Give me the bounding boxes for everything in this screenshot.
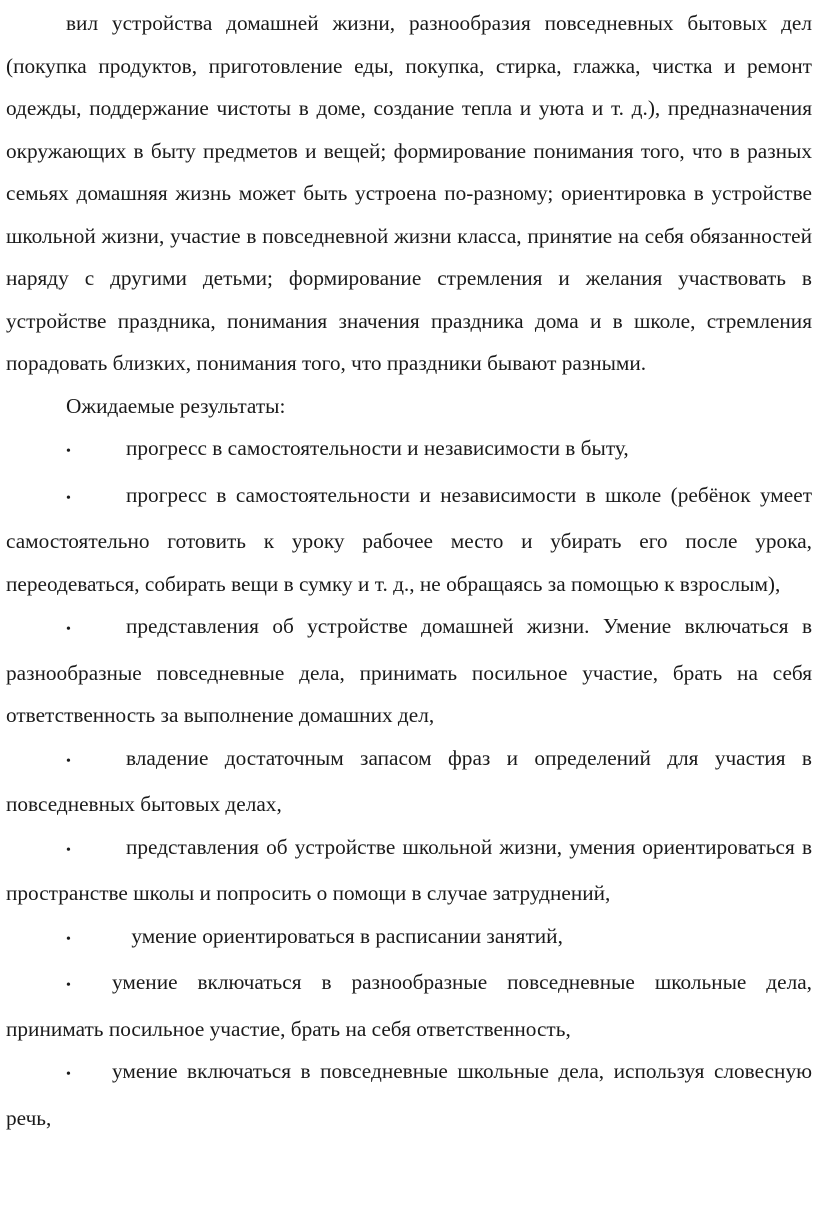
list-item-text: умение включаться в разнообразные повседневные школьные дела, принимать посильное участие, брать на себя ответственность, <box>6 970 812 1041</box>
list-item-text: владение достаточным запасом фраз и определений для участия в повседневных бытовых делах, <box>6 745 812 816</box>
list-item <box>6 737 812 826</box>
document-page <box>6 2 812 1139</box>
intro-paragraph: вил устройства домашней жизни, разнообразия повседневных бытовых дел (покупка продуктов, приготовление еды, покупка, стирка, глажка, чистка и ремонт одежды, поддержание чистоты в доме, создание тепла и уюта и т. д.), предназначения окружающих в быту предметов и вещей; формирование понимания того, что в разных семьях домашняя жизнь может быть устроена по-разному; ориентировка в устройстве школьной жизни, участие в повседневной жизни класса, принятие на себя обязанностей наряду с другими детьми; формирование стремления и желания участвовать в устройстве праздника, понимания значения праздника дома и в школе, стремления порадовать близких, понимания того, что праздники бывают разными. <box>6 11 812 375</box>
list-item <box>6 961 812 1050</box>
bullet-icon: • <box>66 444 71 459</box>
list-item-text: прогресс в самостоятельности и независимости в быту, <box>126 436 629 460</box>
list-item <box>6 605 812 737</box>
bullet-icon: • <box>66 978 71 993</box>
list-item-text: умение ориентироваться в расписании занятий, <box>126 923 563 948</box>
list-item-text: прогресс в самостоятельности и независимости в школе (ребёнок умеет самостоятельно готовить к уроку рабочее место и убирать его после урока, переодеваться, собирать вещи в сумку и т. д., не обращаясь за помощью к взрослым), <box>6 482 812 596</box>
list-item <box>6 427 812 474</box>
list-item <box>6 474 812 606</box>
bullet-icon: • <box>66 622 71 637</box>
list-item <box>6 826 812 915</box>
bullet-icon: • <box>66 490 71 506</box>
bullet-icon: • <box>66 842 71 858</box>
results-heading: Ожидаемые результаты: <box>66 393 286 418</box>
list-item-text: умение включаться в повседневные школьные дела, используя словесную речь, <box>6 1059 812 1130</box>
bullet-icon: • <box>66 931 71 947</box>
list-item-text: представления об устройстве школьной жизни, умения ориентироваться в пространстве школы и попросить о помощи в случае затруднений, <box>6 834 812 905</box>
list-item-text: представления об устройстве домашней жизни. Умение включаться в разнообразные повседневные дела, принимать посильное участие, брать на себя ответственность за выполнение домашних дел, <box>6 614 812 727</box>
list-item <box>6 915 812 962</box>
list-item <box>6 1050 812 1139</box>
results-list <box>6 427 812 1139</box>
bullet-icon: • <box>66 753 71 769</box>
bullet-icon: • <box>66 1067 71 1082</box>
